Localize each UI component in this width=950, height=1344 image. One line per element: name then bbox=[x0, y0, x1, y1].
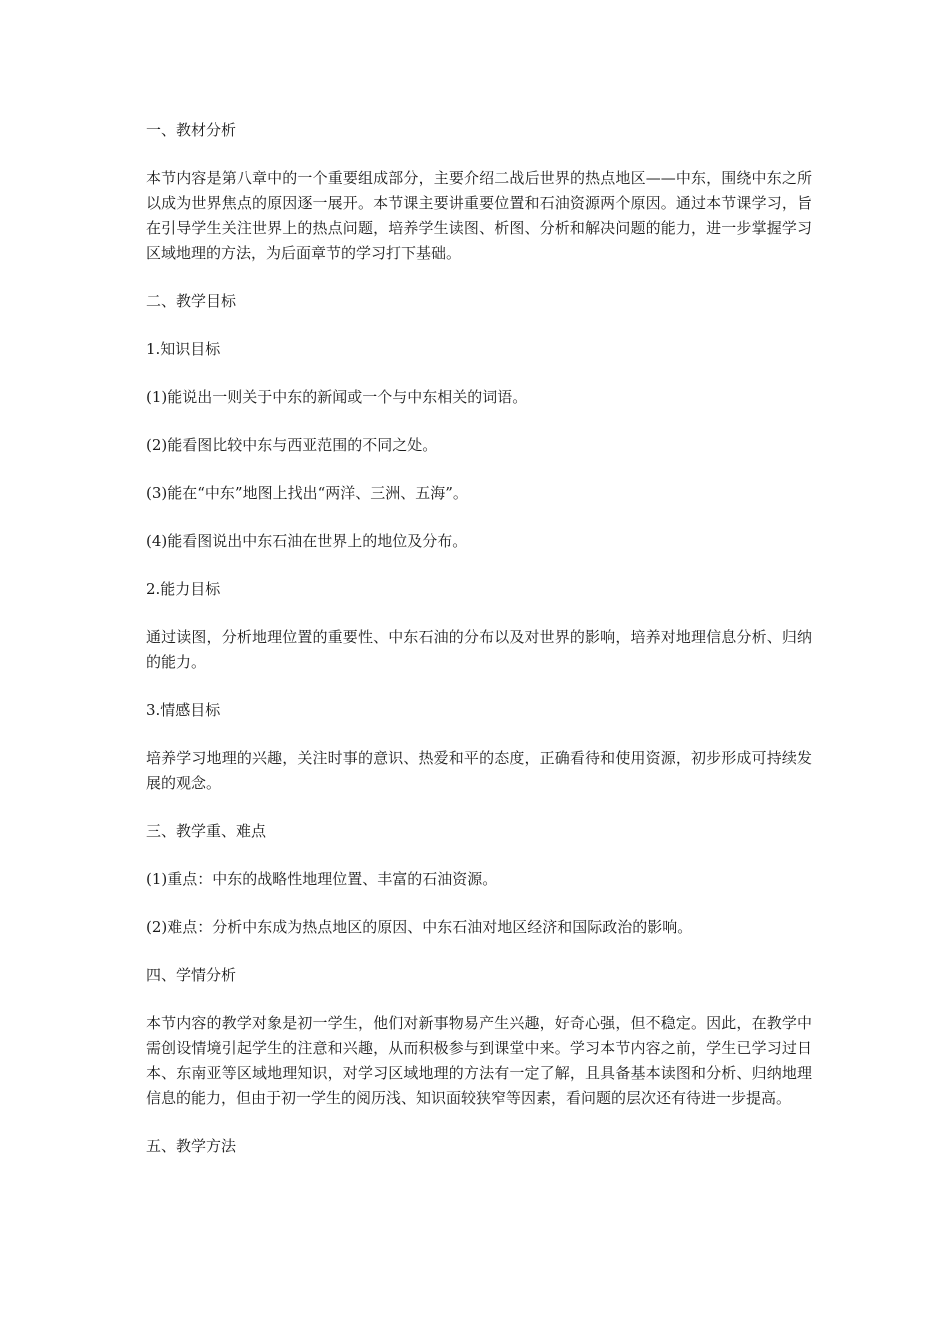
key-point-item: (1)重点：中东的战略性地理位置、丰富的石油资源。 bbox=[146, 870, 498, 888]
knowledge-item-1: (1)能说出一则关于中东的新闻或一个与中东相关的词语。 bbox=[146, 388, 528, 406]
knowledge-item-2: (2)能看图比较中东与西亚范围的不同之处。 bbox=[146, 436, 438, 454]
paragraph-student-analysis: 本节内容的教学对象是初一学生，他们对新事物易产生兴趣，好奇心强，但不稳定。因此，在教学中需创设情境引起学生的注意和兴趣，从而积极参与到课堂中来。学习本节内容之前，学生已学习过日本、东南亚等区域地理知识，对学习区域地理的方法有一定了解，且具备基本读图和分析、归纳地理信息的能力，但由于初一学生的阅历浅、知识面较狭窄等因素，看问题的层次还有待进一步提高。 bbox=[146, 1014, 812, 1107]
paragraph-textbook-analysis: 本节内容是第八章中的一个重要组成部分，主要介绍二战后世界的热点地区——中东，围绕中东之所以成为世界焦点的原因逐一展开。本节课主要讲重要位置和石油资源两个原因。通过本节课学习，旨在引导学生关注世界上的热点问题，培养学生读图、析图、分析和解决问题的能力，进一步掌握学习区域地理的方法，为后面章节的学习打下基础。 bbox=[146, 169, 812, 262]
subheading-knowledge-objectives: 1.知识目标 bbox=[146, 340, 221, 358]
paragraph-emotional-objectives: 培养学习地理的兴趣，关注时事的意识、热爱和平的态度，正确看待和使用资源，初步形成可持续发展的观念。 bbox=[146, 749, 812, 792]
knowledge-item-4: (4)能看图说出中东石油在世界上的地位及分布。 bbox=[146, 532, 468, 550]
section-heading-key-difficult-points: 三、教学重、难点 bbox=[146, 822, 267, 840]
subheading-ability-objectives: 2.能力目标 bbox=[146, 580, 221, 598]
paragraph-ability-objectives: 通过读图，分析地理位置的重要性、中东石油的分布以及对世界的影响，培养对地理信息分析、归纳的能力。 bbox=[146, 628, 812, 671]
section-heading-teaching-objectives: 二、教学目标 bbox=[146, 292, 237, 310]
section-heading-student-analysis: 四、学情分析 bbox=[146, 966, 237, 984]
subheading-emotional-objectives: 3.情感目标 bbox=[146, 701, 221, 719]
section-heading-teaching-methods: 五、教学方法 bbox=[146, 1137, 237, 1155]
difficult-point-item: (2)难点：分析中东成为热点地区的原因、中东石油对地区经济和国际政治的影响。 bbox=[146, 918, 693, 936]
knowledge-item-3: (3)能在“中东”地图上找出“两洋、三洲、五海”。 bbox=[146, 484, 468, 502]
section-heading-textbook-analysis: 一、教材分析 bbox=[146, 121, 237, 139]
document-body bbox=[146, 118, 812, 1182]
